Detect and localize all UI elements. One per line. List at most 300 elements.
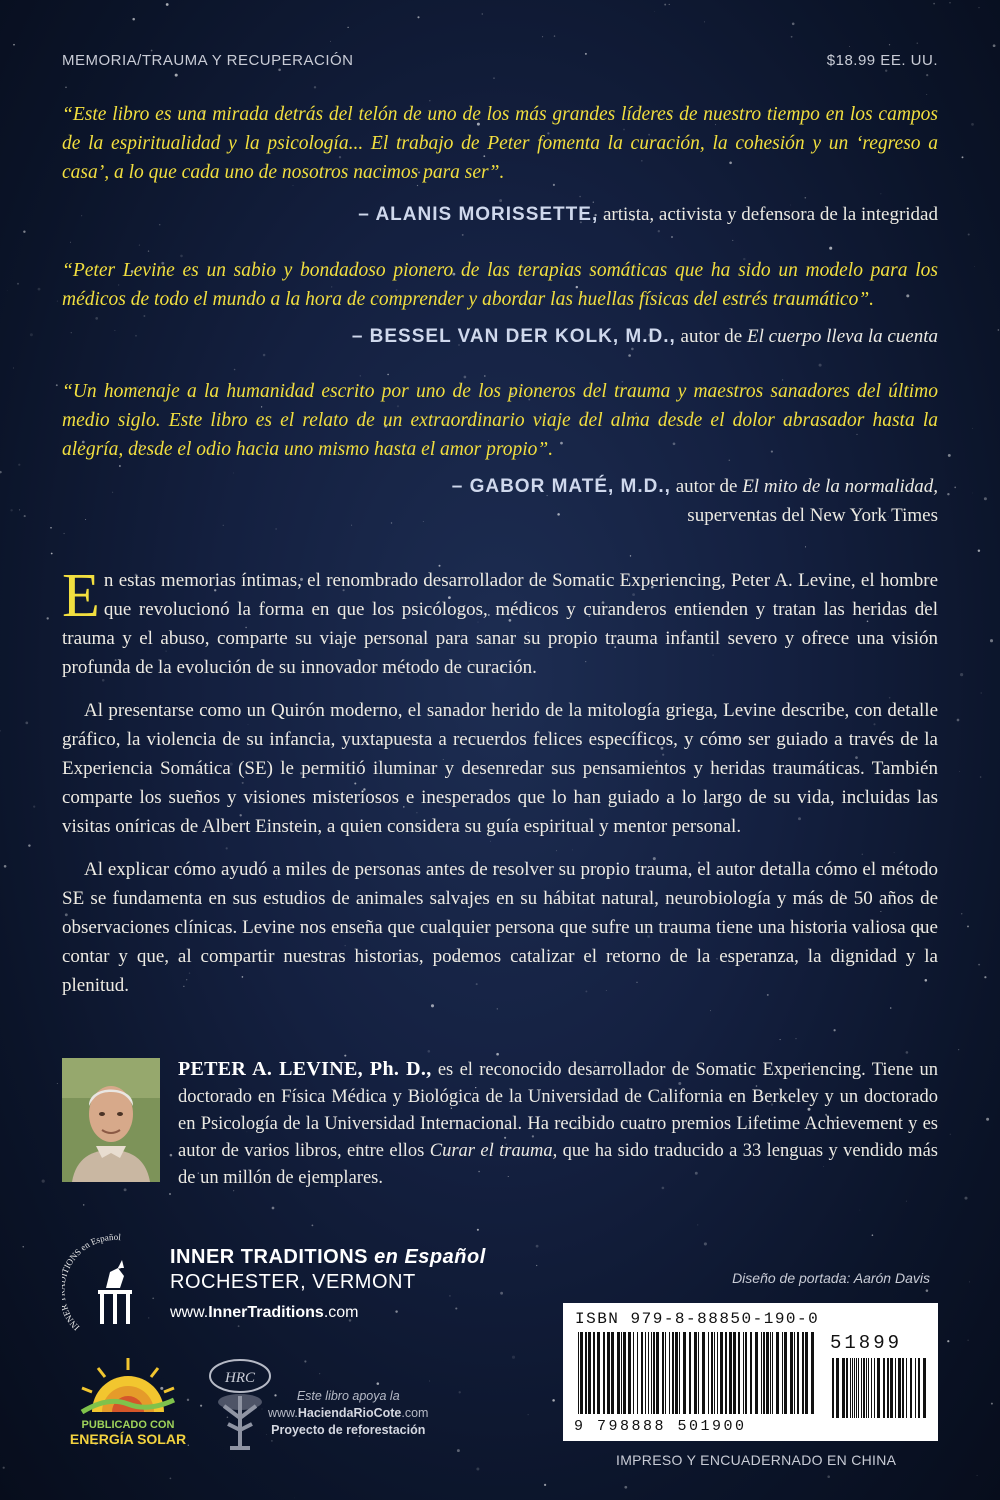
barcode-bar: [898, 1358, 901, 1418]
solar-energy-logo: [68, 1356, 188, 1447]
attribution-book: El mito de la normalidad,: [742, 476, 938, 497]
drop-cap: E: [62, 562, 100, 630]
barcode-bar: [776, 1332, 779, 1414]
star: [978, 964, 980, 966]
star: [964, 1197, 967, 1200]
barcode-bar: [755, 1332, 758, 1414]
barcode-bar: [858, 1358, 859, 1418]
attribution-van-der-kolk: [352, 322, 938, 351]
barcode-bar: [702, 1332, 705, 1414]
barcode-bar: [802, 1332, 804, 1414]
star: [351, 525, 352, 526]
star: [980, 776, 982, 778]
star: [83, 1204, 85, 1206]
attribution-mate: [452, 472, 938, 530]
star: [819, 364, 822, 367]
solar-logo-line2: ENERGÍA SOLAR: [69, 1431, 187, 1447]
star: [143, 315, 145, 317]
author-book-title: Curar el trauma,: [429, 1141, 558, 1161]
barcode-bar: [585, 1332, 587, 1414]
author-bio: [178, 1056, 938, 1192]
barcode-bar: [689, 1332, 691, 1414]
star: [827, 1475, 830, 1478]
star: [312, 1225, 314, 1227]
star: [536, 1245, 539, 1248]
star: [950, 1134, 951, 1135]
star: [984, 976, 986, 978]
star: [51, 553, 53, 555]
star: [70, 242, 71, 243]
barcode-bar: [797, 1332, 799, 1414]
barcode-bar: [902, 1358, 904, 1418]
star: [124, 1188, 127, 1191]
star: [849, 46, 850, 47]
hrc-info: [268, 1388, 428, 1439]
star: [959, 771, 960, 772]
star: [829, 247, 832, 250]
star: [476, 1468, 479, 1471]
barcode-bar: [866, 1358, 867, 1418]
star: [71, 332, 72, 333]
star: [933, 3, 935, 5]
star: [170, 1154, 173, 1157]
star: [552, 1399, 555, 1402]
star: [906, 1051, 909, 1054]
publisher-url-suffix: .com: [323, 1304, 359, 1321]
publisher-location: ROCHESTER, VERMONT: [170, 1271, 416, 1293]
star: [957, 719, 960, 722]
category-label: MEMORIA/TRAUMA Y RECUPERACIÓN: [62, 52, 354, 69]
star: [166, 3, 169, 6]
star: [170, 1478, 172, 1480]
star: [998, 329, 1000, 331]
star: [47, 617, 49, 619]
star: [528, 1414, 529, 1415]
publisher-logo-text: INN IONS en Español: [62, 1232, 122, 1333]
barcode-bar: [648, 1332, 649, 1414]
author-bio-text: es el reconocido desarrollador de Somatic Experiencing. Tiene un doctorado en Física Médica y Biológica de la Universidad de California en Berkeley y un doctorado en Psicología de la Universidad Internacional. Ha recibido cuatro premios Lifetime Achievement y es autor de varios libros, entre ellos: [178, 1060, 938, 1161]
barcode-addon-number: 51899: [830, 1332, 903, 1354]
barcode-bar: [714, 1332, 715, 1414]
barcode-bar: [805, 1332, 808, 1414]
barcode-bar: [720, 1332, 723, 1414]
hrc-url-suffix: .com: [401, 1406, 429, 1420]
attribution-role: autor de: [680, 326, 743, 347]
barcode-bar: [856, 1358, 857, 1418]
description-paragraph-2: Al presentarse como un Quirón moderno, el sanador herido de la mitología griega, Levine describe, con detalle gráfico, la violencia de su infancia, yuxtapuesta a recuerdos felices específicos, y cómo ser guiado a través de la Experiencia Somática (SE) le permitió iluminar y desenredar sus pensamientos y heridas traumáticas. También comparte los sueños y visiones misteriosos e inesperados que lo han guiado a lo largo de su vida, incluidas las visitas oníricas de Albert Einstein, a quien considera su guía espiritual y mentor personal.: [62, 700, 938, 837]
star: [132, 18, 135, 21]
hrc-line3: [268, 1422, 428, 1439]
star: [13, 44, 15, 46]
barcode-bar: [717, 1332, 718, 1414]
barcode-number: 9 798888 501900: [574, 1418, 747, 1435]
barcode-bar: [669, 1332, 670, 1414]
hrc-url-prefix: www.: [268, 1406, 298, 1420]
barcode-bar: [729, 1332, 732, 1414]
publisher-name-main: INNER TRADITIONS: [170, 1246, 375, 1268]
star: [780, 1039, 781, 1040]
star: [654, 11, 655, 12]
star: [671, 236, 673, 238]
star: [428, 1050, 431, 1053]
barcode-bar: [698, 1332, 699, 1414]
star: [544, 1484, 546, 1486]
star: [459, 1391, 461, 1393]
star: [542, 36, 543, 37]
star: [10, 509, 12, 511]
barcode-bar: [766, 1332, 769, 1414]
star: [275, 528, 276, 529]
star: [25, 722, 28, 725]
description-paragraph-1: [62, 562, 938, 682]
star: [885, 70, 887, 72]
barcode-bar: [653, 1332, 655, 1414]
barcode-bar: [675, 1332, 678, 1414]
star: [28, 844, 30, 846]
star: [148, 250, 149, 251]
star: [981, 693, 982, 694]
star: [579, 196, 581, 198]
barcode-bar: [763, 1332, 765, 1414]
star: [159, 224, 160, 225]
barcode-bar: [665, 1332, 666, 1414]
hrc-url[interactable]: [268, 1405, 428, 1422]
star: [304, 1360, 306, 1362]
star: [423, 521, 424, 522]
hrc-url-domain: HaciendaRioCote: [297, 1406, 402, 1420]
star: [30, 333, 33, 336]
star: [872, 1234, 874, 1236]
star: [500, 1292, 503, 1295]
barcode-bar: [641, 1332, 643, 1414]
attribution-name: – ALANIS MORISSETTE,: [358, 204, 599, 225]
star: [792, 23, 795, 26]
star: [33, 806, 35, 808]
barcode-bar: [850, 1358, 851, 1418]
barcode-bar: [597, 1332, 600, 1414]
star: [962, 156, 964, 158]
star: [493, 77, 494, 78]
star: [377, 1382, 380, 1385]
star: [976, 1475, 977, 1476]
barcode-bar: [603, 1332, 605, 1414]
star: [990, 639, 993, 642]
barcode-bar: [672, 1332, 674, 1414]
star: [926, 94, 927, 95]
quote-mate: “Un homenaje a la humanidad escrito por uno de los pioneros del trauma y maestros sanadores del último medio siglo. Este libro es el relato de un extraordinario viaje del alma desde el dolor abrasador hasta la alegría, desde el odio hacia uno mismo hasta el amor propio”.: [62, 381, 938, 460]
barcode-bar: [679, 1332, 680, 1414]
star: [984, 497, 987, 500]
star: [704, 1242, 707, 1245]
star: [38, 288, 41, 291]
barcode-bar: [745, 1332, 747, 1414]
barcode-bar: [868, 1358, 869, 1418]
barcode-bar: [890, 1358, 893, 1418]
star: [630, 555, 631, 556]
star: [263, 354, 266, 357]
description-paragraph-3: Al explicar cómo ayudó a miles de personas antes de resolver su propio trauma, el autor detalla cómo el método SE se fundamenta en sus estudios de animales salvajes en su hábitat natural, neurobiología y más de 50 años de observaciones clínicas. Levine nos enseña que cualquier persona que sufre un trauma tiene una historia valiosa que contar y que, al compartir nuestras historias, podemos catalizar el retorno de la esperanza, la dignidad y la plenitud.: [62, 859, 938, 996]
star: [314, 86, 316, 88]
star: [330, 41, 331, 42]
star: [926, 1289, 929, 1292]
star: [65, 87, 67, 89]
star: [18, 464, 20, 466]
star: [704, 21, 705, 22]
star: [139, 245, 140, 246]
publisher-info: [170, 1246, 486, 1322]
star: [948, 454, 951, 457]
star: [119, 465, 121, 467]
star: [234, 369, 236, 371]
star: [536, 1265, 537, 1266]
barcode-bar: [906, 1358, 907, 1418]
star: [114, 330, 115, 331]
barcode-bar: [733, 1332, 736, 1414]
star: [628, 354, 631, 357]
barcode-bar: [683, 1332, 686, 1414]
star: [19, 509, 20, 510]
star: [859, 1210, 860, 1211]
star: [233, 473, 234, 474]
star: [24, 515, 26, 517]
attribution-role: autor de: [675, 476, 738, 497]
star: [917, 42, 918, 43]
star: [23, 230, 25, 232]
barcode-bar: [852, 1358, 853, 1418]
star: [169, 1193, 171, 1195]
star: [993, 44, 996, 47]
star: [805, 546, 806, 547]
star: [926, 74, 928, 76]
barcode-bar: [861, 1358, 862, 1418]
star: [95, 317, 98, 320]
barcode-bar: [633, 1332, 634, 1414]
star: [889, 44, 890, 45]
star: [175, 74, 178, 77]
star: [462, 234, 464, 236]
star: [319, 1373, 320, 1374]
star: [791, 36, 793, 38]
barcode-bar: [651, 1332, 652, 1414]
star: [972, 428, 973, 429]
hrc-logo-text: HRC: [225, 1370, 255, 1386]
star: [57, 1083, 58, 1084]
star: [967, 925, 969, 927]
barcode-bar: [628, 1332, 631, 1414]
star: [0, 471, 2, 473]
barcode-bar: [794, 1332, 795, 1414]
attribution-name: – BESSEL VAN DER KOLK, M.D.,: [351, 326, 676, 347]
barcode-bar: [895, 1358, 896, 1418]
star: [64, 533, 65, 534]
star: [978, 550, 980, 552]
barcode-bar: [863, 1358, 865, 1418]
barcode-bar: [761, 1332, 762, 1414]
star: [986, 1118, 989, 1121]
barcode-bar: [910, 1358, 912, 1418]
star: [294, 1498, 295, 1499]
barcode-bar: [656, 1332, 659, 1414]
hrc-line3-text: Proyecto de reforestación: [271, 1423, 426, 1437]
publisher-url-domain: InnerTraditions: [208, 1304, 324, 1321]
barcode-bar: [923, 1358, 926, 1418]
star: [971, 123, 974, 126]
solar-logo-line1: PUBLICADO CON: [81, 1419, 175, 1431]
barcode-bar: [645, 1332, 646, 1414]
star: [954, 487, 956, 489]
quote-van-der-kolk: “Peter Levine es un sabio y bondadoso pionero de las terapias somáticas que ha sido un modelo para los médicos de todo el mundo a la hora de comprender y abordar las huellas físicas del estrés traumático”.: [62, 260, 938, 310]
author-photo: [62, 1058, 160, 1182]
star: [3, 1467, 5, 1469]
star: [585, 53, 587, 55]
star: [42, 1180, 45, 1183]
attribution-morissette: [358, 200, 938, 229]
star: [4, 865, 7, 868]
star: [417, 16, 419, 18]
star: [482, 13, 483, 14]
star: [17, 283, 19, 285]
star: [972, 493, 973, 494]
barcode-bar: [842, 1358, 845, 1418]
barcode-bar: [611, 1332, 614, 1414]
star: [56, 384, 58, 386]
attribution-book: El cuerpo lleva la cuenta: [747, 326, 938, 347]
star: [664, 4, 666, 6]
barcode-bar: [694, 1332, 697, 1414]
star: [968, 233, 970, 235]
barcode-bar: [874, 1358, 875, 1418]
barcode-bar: [711, 1332, 713, 1414]
book-description: [62, 562, 938, 1014]
barcode-bar: [790, 1332, 793, 1414]
barcode-bar: [770, 1332, 771, 1414]
barcode-bar: [637, 1332, 638, 1414]
printed-in-label: IMPRESO Y ENCUADERNADO EN CHINA: [616, 1452, 897, 1468]
star: [81, 215, 82, 216]
barcode-bar: [578, 1332, 579, 1414]
star: [512, 1356, 515, 1359]
barcode-bar: [836, 1358, 839, 1418]
star: [554, 35, 555, 36]
barcode-bar: [738, 1332, 740, 1414]
publisher-name-italic: en Español: [374, 1246, 486, 1268]
barcode-bar: [607, 1332, 610, 1414]
star: [906, 1201, 907, 1202]
attribution-name: – GABOR MATÉ, M.D.,: [451, 476, 671, 497]
star: [947, 1340, 949, 1342]
barcode-bar: [887, 1358, 889, 1418]
star: [85, 519, 86, 520]
publisher-url[interactable]: [170, 1304, 486, 1322]
barcode-bar: [743, 1332, 744, 1414]
barcode-bar: [662, 1332, 664, 1414]
star: [23, 1246, 24, 1247]
barcode-bar: [846, 1358, 848, 1418]
paragraph-text: n estas memorias íntimas, el renombrado desarrollador de Somatic Experiencing, Peter A. Levine, el hombre que revolucionó la forma en que los psicólogos, médicos y curanderos entienden y tratan las heridas del trauma y el abuso, comparte su viaje personal para sanar su propio trauma infantil severo y ofrece una visión profunda de la evolución de su innovador método de curación.: [62, 570, 938, 678]
hrc-line1: Este libro apoya la: [296, 1389, 400, 1403]
isbn-text: ISBN 979-8-88850-190-0: [575, 1310, 820, 1328]
star: [624, 1486, 627, 1489]
publisher-name: [170, 1246, 486, 1269]
barcode-bar: [617, 1332, 620, 1414]
barcode-bar: [784, 1332, 787, 1414]
barcode-bar: [832, 1358, 834, 1418]
star: [732, 240, 733, 241]
barcode-bar: [871, 1358, 872, 1418]
cover-design-credit: Diseño de portada: Aarón Davis: [732, 1270, 930, 1286]
star: [979, 7, 980, 8]
star: [991, 1403, 993, 1405]
attribution-role-line2: superventas del New York Times: [687, 505, 938, 526]
star: [968, 1340, 969, 1341]
star: [477, 1229, 479, 1231]
barcode-bar: [750, 1332, 752, 1414]
star: [961, 913, 962, 914]
star: [805, 197, 807, 199]
star: [391, 522, 392, 523]
star: [949, 2, 950, 3]
author-bio-text-end: que ha sido traducido a 33 lenguas y vendido más de un millón de ejemplares.: [178, 1141, 938, 1188]
star: [457, 1449, 460, 1452]
barcode-bar: [854, 1358, 855, 1418]
author-name: PETER A. LEVINE, Ph. D.,: [178, 1058, 432, 1080]
barcode-bar: [772, 1332, 773, 1414]
star: [960, 673, 963, 676]
star: [658, 230, 660, 232]
star: [974, 266, 975, 267]
star: [429, 1380, 430, 1381]
star: [387, 374, 388, 375]
star: [238, 1325, 240, 1327]
barcode-bar: [918, 1358, 920, 1418]
star: [0, 730, 1, 732]
star: [112, 492, 113, 493]
star: [347, 27, 348, 28]
star: [697, 1224, 698, 1225]
star: [57, 301, 58, 302]
star: [7, 290, 8, 291]
barcode-bar: [588, 1332, 591, 1414]
barcode-bar: [593, 1332, 595, 1414]
publisher-logo: [62, 1232, 162, 1346]
barcode-bar: [708, 1332, 709, 1414]
barcode-bar: [811, 1332, 814, 1414]
star: [833, 1029, 835, 1031]
barcode-bar: [915, 1358, 916, 1418]
star: [13, 368, 14, 369]
barcode-bar: [621, 1332, 622, 1414]
star: [947, 493, 949, 495]
star: [796, 1038, 797, 1039]
barcode-bar: [580, 1332, 583, 1414]
star: [135, 335, 137, 337]
star: [880, 193, 881, 194]
barcode-bar: [877, 1358, 880, 1418]
price-label: $18.99 EE. UU.: [826, 52, 938, 69]
attribution-role: artista, activista y defensora de la integridad: [602, 204, 938, 225]
star: [223, 525, 224, 526]
quote-morissette: “Este libro es una mirada detrás del telón de uno de los más grandes líderes de nuestro tiempo en los campos de la espiritualidad y la psicología... El trabajo de Peter fomenta la curación, la cohesión y un ‘regreso a casa’, a lo que cada uno de nosotros nacimos para ser”.: [62, 104, 938, 183]
barcode-bar: [623, 1332, 626, 1414]
star: [669, 4, 670, 5]
star: [958, 1049, 959, 1050]
star: [272, 1207, 275, 1210]
star: [969, 1282, 970, 1283]
publisher-url-prefix: www.: [170, 1304, 209, 1321]
sun-icon: [78, 1356, 178, 1414]
barcode-bar: [883, 1358, 885, 1418]
star: [50, 527, 52, 529]
